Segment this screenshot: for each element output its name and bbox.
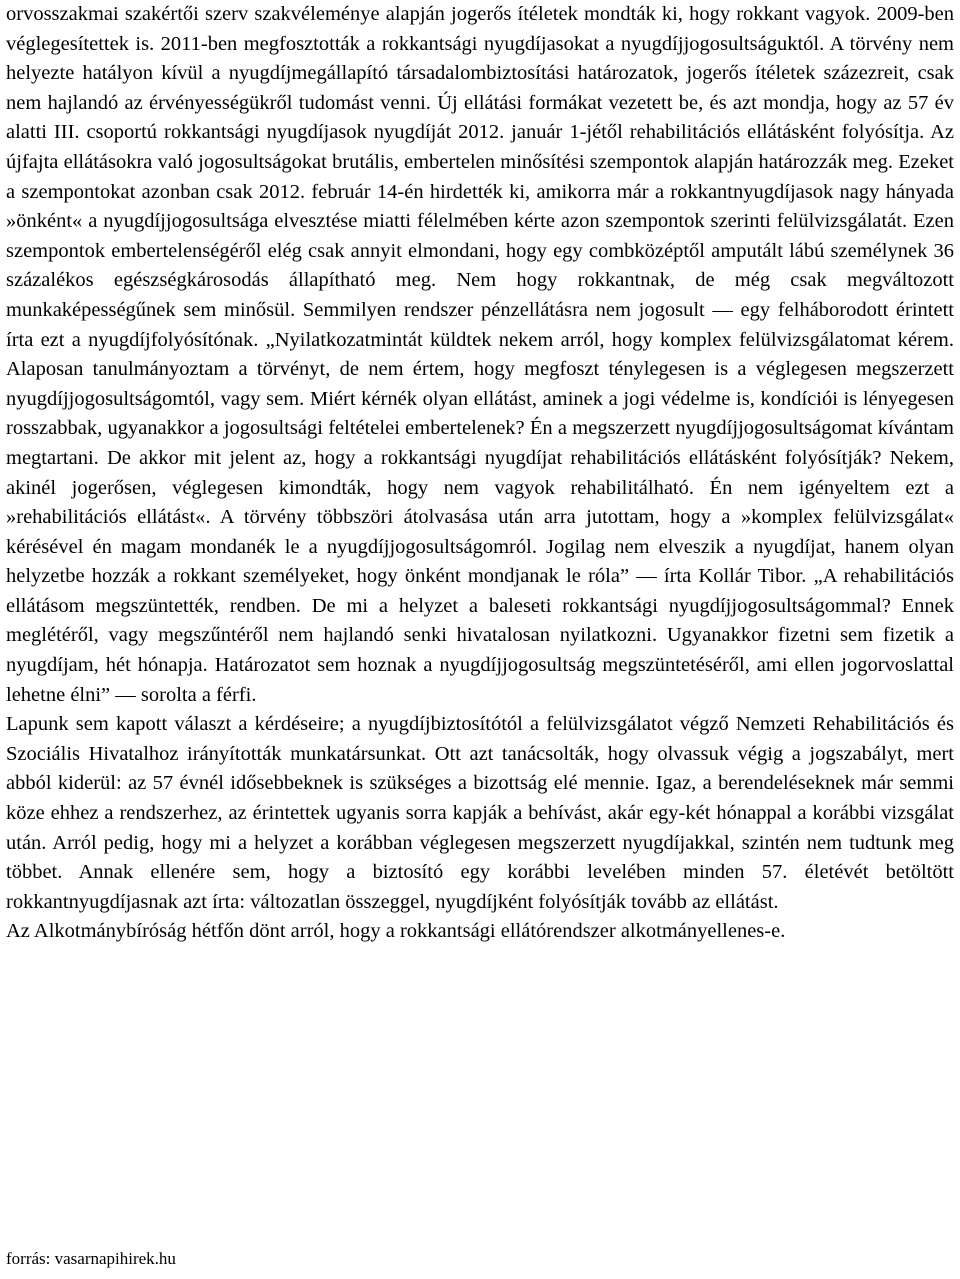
article-paragraph-3: Az Alkotmánybíróság hétfőn dönt arról, hogy a rokkantsági ellátórendszer alkotmányellenes-e. — [6, 920, 786, 943]
article-paragraph-1: orvosszakmai szakértői szerv szakvéleménye alapján jogerős ítéletek mondták ki, hogy rokkant vagyok. 2009-ben véglegesítettek is. 2011-ben megfosztották a rokkantsági nyugdíjasokat a nyugdíjjogosultságuktól. A törvény nem helyezte hatályon kívül a nyugdíjmegállapító társadalombiztosítási határozatok, jogerős ítéletek százezreit, csak nem hajlandó az érvényességükről tudomást venni. Új ellátási formákat vezetett be, és azt mondja, hogy az 57 év alatti III. csoportú rokkantsági nyugdíjasok nyugdíját 2012. január 1-jétől rehabilitációs ellátásként folyósítja. Az újfajta ellátásokra való jogosultságokat brutális, embertelen minősítési szempontok alapján határozzák meg. Ezeket a szempontokat azonban csak 2012. február 14-én hirdették ki, amikorra már a rokkantnyugdíjasok nagy hányada »önként« a nyugdíjjogosultsága elvesztése miatti félelmében kérte azon szempontok szerinti felülvizsgálatát. Ezen szempontok embertelenségéről elég csak annyit elmondani, hogy egy combközéptől amputált lábú személynek 36 százalékos egészségkárosodás állapítható meg. Nem hogy rokkantnak, de még csak megváltozott munkaképességűnek sem minősül. Semmilyen rendszer pénzellátásra nem jogosult — egy felháborodott érintett írta ezt a nyugdíjfolyósítónak. „Nyilatkozatmintát küldtek nekem arról, hogy komplex felülvizsgálatomat kérem. Alaposan tanulmányoztam a törvényt, de nem értem, hogy megfoszt ténylegesen is a véglegesen megszerzett nyugdíjjogosultságomtól, vagy sem. Miért kérnék olyan ellátást, aminek a jogi védelme is, kondíciói is lényegesen rosszabbak, ugyanakkor a jogosultsági feltételei embertelenek? Én a megszerzett nyugdíjjogosultságomat kívántam megtartani. De akkor mit jelent az, hogy a rokkantsági nyugdíjat rehabilitációs ellátásként folyósítják? Nekem, akinél jogerősen, véglegesen kimondták, hogy nem vagyok rehabilitálható. Én nem igényeltem ezt a »rehabilitációs ellátást«. A törvény többszöri átolvasása után arra jutottam, hogy a »komplex felülvizsgálat« kérésével én magam mondanék le a nyugdíjjogosultságomról. Jogilag nem elveszik a nyugdíjat, hanem olyan helyzetbe hozzák a rokkant személyeket, hogy önként mondjanak le róla” — írta Kollár Tibor. „A rehabilitációs ellátásom megszüntették, rendben. De mi a helyzet a baleseti rokkantsági nyugdíjjogosultságommal? Ennek meglétéről, vagy megszűntéről nem hajlandó senki hivatalosan nyilatkozni. Ugyanakkor fizetni sem fizetik a nyugdíjam, hét hónapja. Határozatot sem hoznak a nyugdíjjogosultság megszüntetéséről, ami ellen jogorvoslattal lehetne élni” — sorolta a férfi. — [6, 3, 954, 706]
source-credit: forrás: vasarnapihirek.hu — [6, 1249, 176, 1268]
article-body — [6, 0, 954, 947]
article-paragraph-2: Lapunk sem kapott választ a kérdéseire; a nyugdíjbiztosítótól a felülvizsgálatot végző Nemzeti Rehabilitációs és Szociális Hivatalhoz irányították munkatársunkat. Ott azt tanácsolták, hogy olvassuk végig a jogszabályt, mert abból kiderül: az 57 évnél idősebbeknek is szükséges a bizottság elé mennie. Igaz, a berendeléseknek már semmi köze ehhez a rendszerhez, az érintettek ugyanis sorra kapják a behívást, akár egy-két hónappal a korábbi vizsgálat után. Arról pedig, hogy mi a helyzet a korábban véglegesen megszerzett nyugdíjakkal, szintén nem tudtunk meg többet. Annak ellenére sem, hogy a biztosító egy korábbi levelében minden 57. életévét betöltött rokkantnyugdíjasnak azt írta: változatlan összeggel, nyugdíjként folyósítják tovább az ellátást. — [6, 713, 954, 913]
